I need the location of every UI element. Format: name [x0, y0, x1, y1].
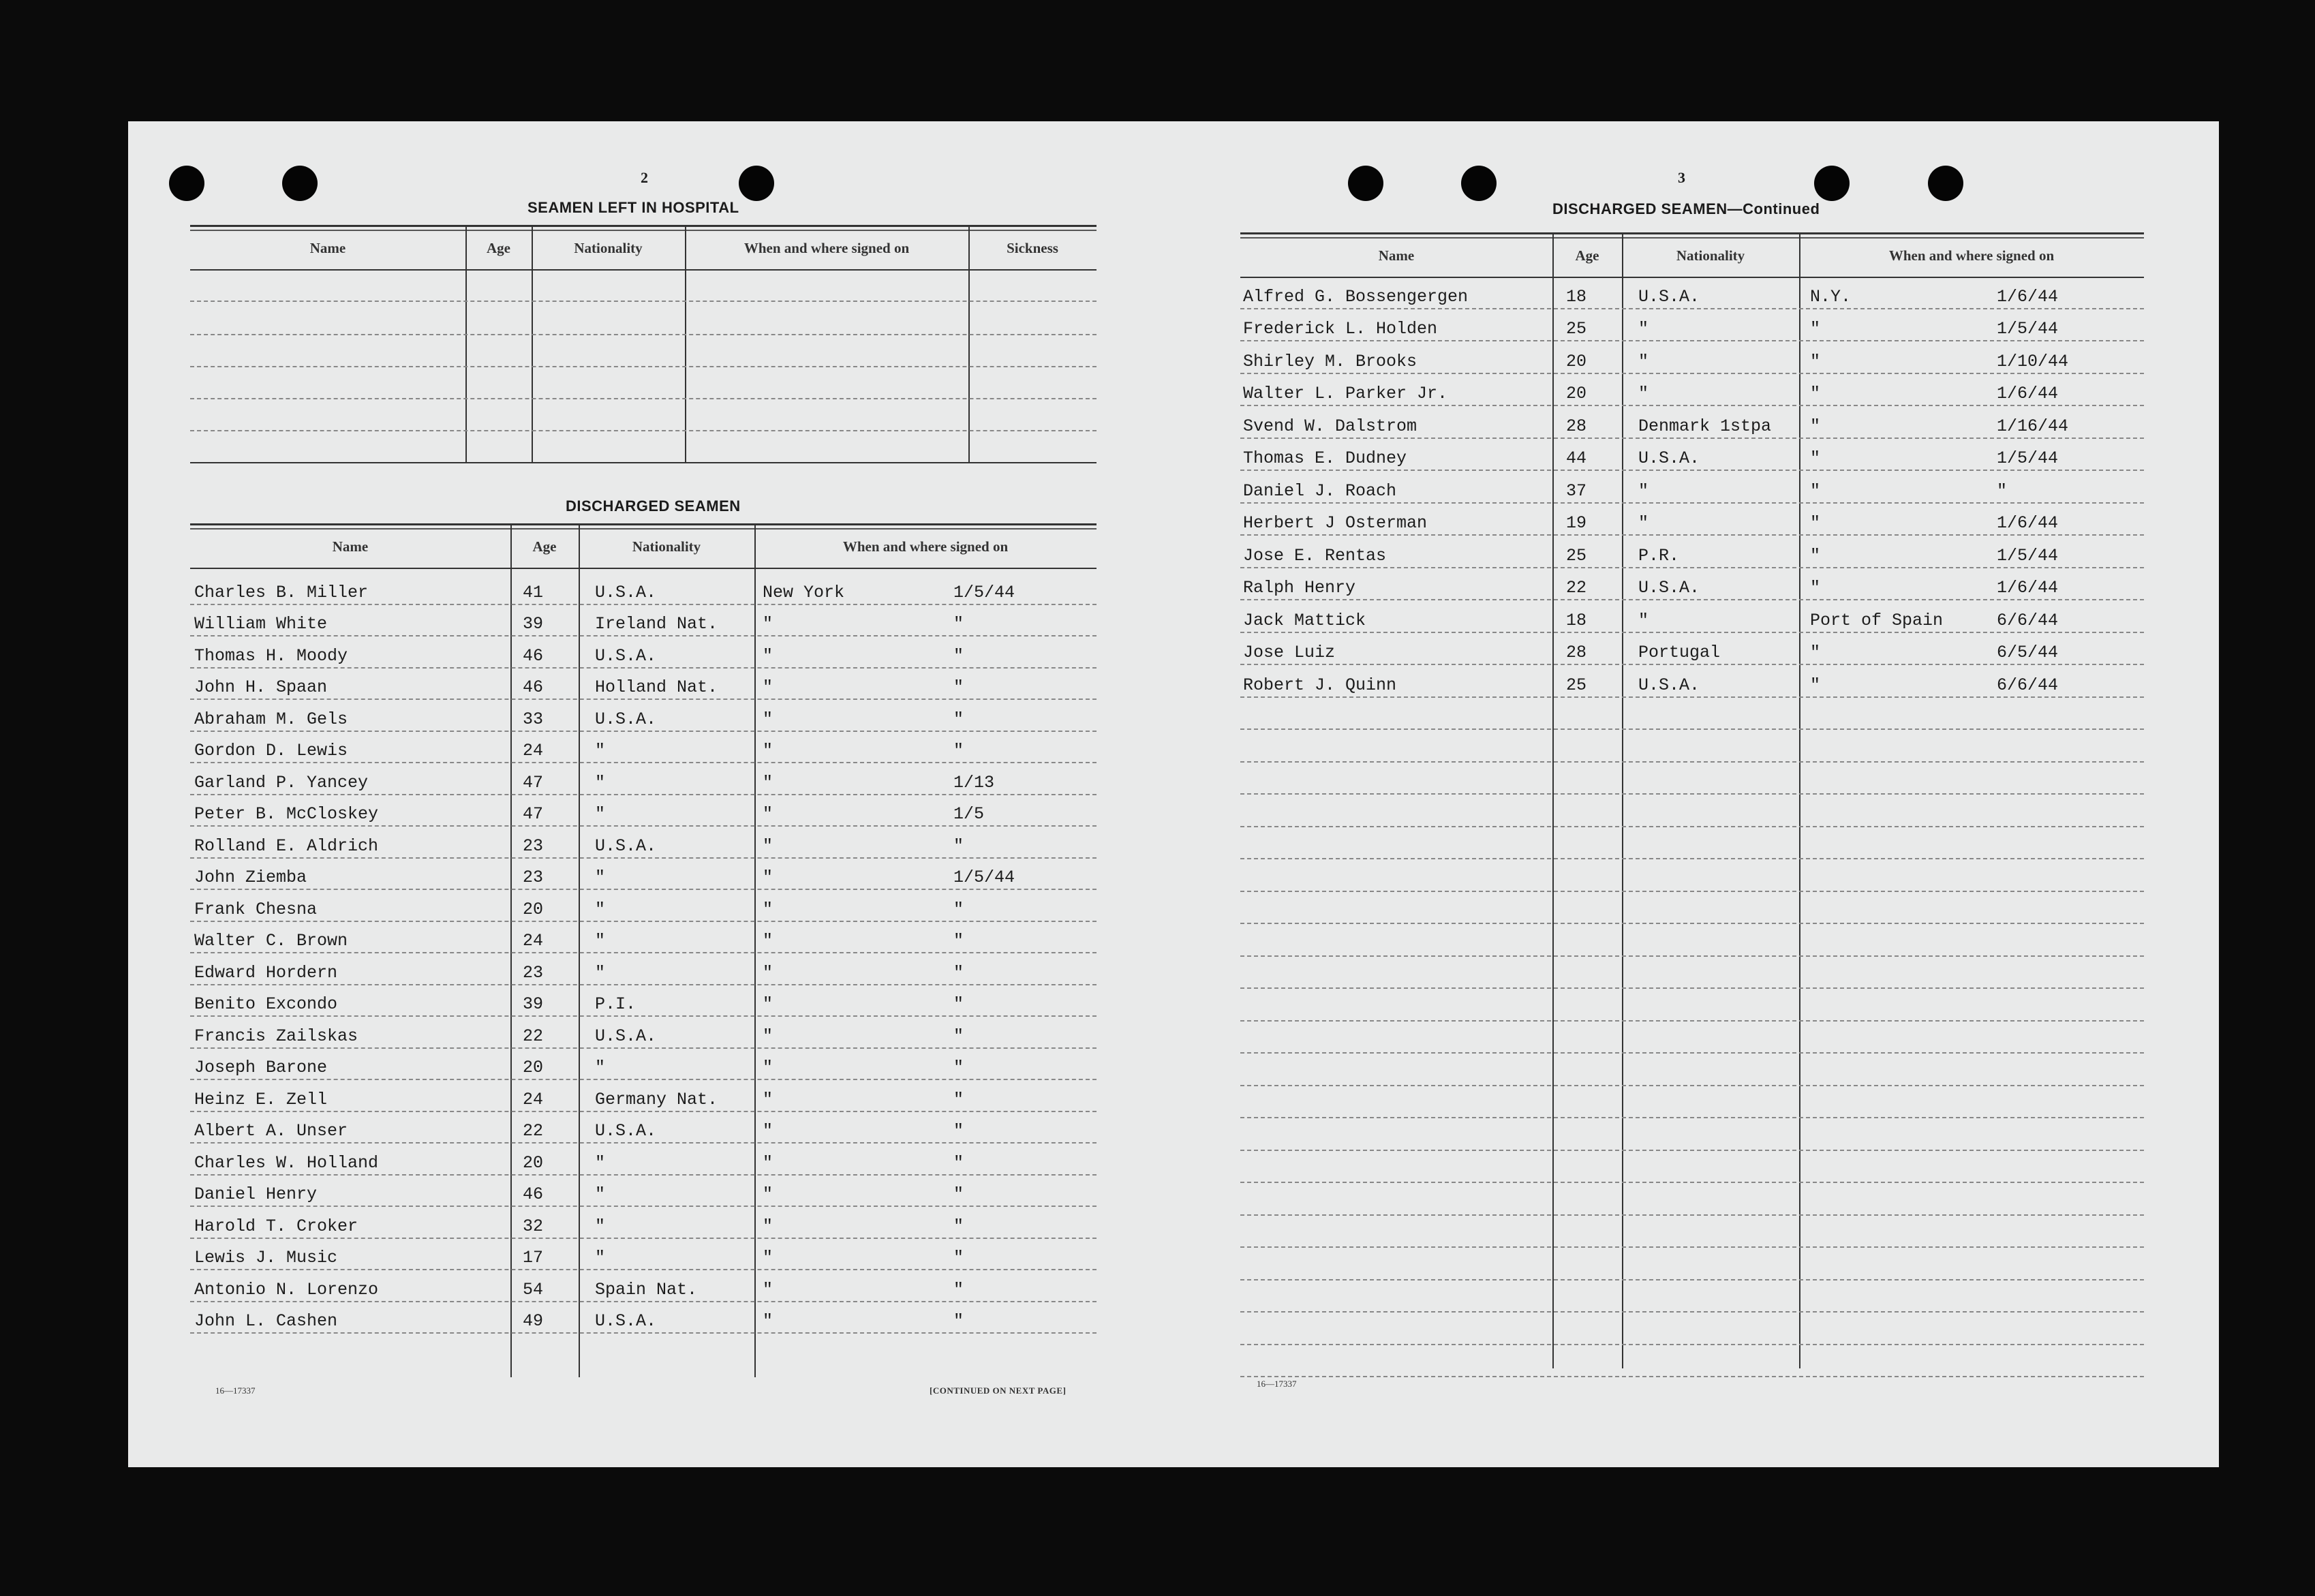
- table-row: [190, 762, 1097, 795]
- seaman-nationality: Portugal: [1638, 643, 1721, 662]
- seaman-nationality: ": [1638, 384, 1649, 403]
- signed-on-place: ": [1810, 578, 1821, 598]
- table-row: [190, 667, 1097, 701]
- empty-table-row: [1240, 1085, 2144, 1119]
- signed-on-place: ": [763, 677, 773, 697]
- table-row: [1240, 340, 2144, 374]
- signed-on-date: ": [953, 614, 964, 634]
- seaman-nationality: ": [595, 1058, 606, 1077]
- signed-on-date: ": [953, 931, 964, 951]
- seaman-name: John H. Spaan: [194, 677, 328, 697]
- empty-table-row: [1240, 923, 2144, 957]
- empty-table-row: [1240, 761, 2144, 795]
- hospital-section-title: SEAMEN LEFT IN HOSPITAL: [527, 199, 739, 216]
- seaman-age: 25: [1566, 545, 1587, 566]
- col-name-header: Name: [1378, 247, 1415, 264]
- signed-on-date: 1/16/44: [1997, 416, 2069, 436]
- col-signed-on-header: When and where signed on: [842, 538, 1009, 555]
- signed-on-date: 1/5/44: [953, 582, 1015, 602]
- table-row: [190, 699, 1097, 732]
- seaman-age: 39: [523, 994, 544, 1014]
- table-row: [1240, 502, 2144, 536]
- seaman-name: John Ziemba: [194, 868, 307, 887]
- table-row: [1240, 567, 2144, 601]
- signed-on-date: 1/5: [953, 804, 985, 824]
- table-row: [190, 889, 1097, 922]
- seaman-age: 24: [523, 1089, 544, 1109]
- signed-on-place: ": [1810, 351, 1821, 371]
- signed-on-place: ": [763, 1279, 773, 1300]
- seaman-name: William White: [194, 614, 328, 634]
- table-row: [190, 984, 1097, 1017]
- seaman-nationality: P.I.: [595, 994, 637, 1014]
- hospital-table-header: [190, 227, 1097, 271]
- form-number: 16—17337: [1257, 1379, 1297, 1389]
- col-nationality-header: Nationality: [632, 538, 701, 555]
- table-row: [190, 1269, 1097, 1302]
- table-row: [1240, 599, 2144, 633]
- hospital-empty-row: [190, 430, 1097, 431]
- seaman-nationality: U.S.A.: [595, 1311, 657, 1331]
- seaman-age: 18: [1566, 286, 1587, 307]
- seaman-name: Peter B. McCloskey: [194, 804, 379, 824]
- signed-on-date: 1/6/44: [1997, 286, 2059, 307]
- seaman-nationality: U.S.A.: [595, 709, 657, 729]
- col-signed-on-header: When and where signed on: [743, 239, 910, 256]
- signed-on-date: 6/6/44: [1997, 675, 2059, 695]
- seaman-age: 20: [523, 1058, 544, 1077]
- empty-table-row: [1240, 987, 2144, 1022]
- empty-table-row: [1240, 1020, 2144, 1054]
- signed-on-place: ": [1810, 675, 1821, 695]
- seaman-age: 47: [523, 804, 544, 824]
- signed-on-place: ": [763, 1216, 773, 1236]
- seaman-age: 22: [523, 1026, 544, 1046]
- empty-table-row: [1240, 1182, 2144, 1216]
- seaman-name: Alfred G. Bossengergen: [1243, 286, 1469, 307]
- table-row: [1240, 470, 2144, 504]
- signed-on-place: ": [1810, 448, 1821, 468]
- table-row: [190, 1174, 1097, 1208]
- signed-on-date: ": [953, 645, 964, 666]
- signed-on-date: ": [953, 709, 964, 729]
- signed-on-place: New York: [763, 582, 845, 602]
- seaman-age: 39: [523, 614, 544, 634]
- table-row: [190, 921, 1097, 954]
- signed-on-place: ": [763, 1121, 773, 1141]
- col-age-header: Age: [487, 239, 510, 256]
- table-row: [190, 952, 1097, 985]
- seaman-age: 23: [523, 835, 544, 856]
- signed-on-date: ": [953, 835, 964, 856]
- col-signed-on-header: When and where signed on: [1888, 247, 2055, 264]
- signed-on-date: 1/5/44: [953, 868, 1015, 887]
- empty-table-row: [1240, 1052, 2144, 1086]
- seaman-name: Garland P. Yancey: [194, 772, 369, 793]
- seaman-age: 22: [1566, 578, 1587, 598]
- seaman-nationality: ": [595, 804, 606, 824]
- hospital-empty-row: [190, 366, 1097, 367]
- seaman-name: Lewis J. Music: [194, 1248, 338, 1268]
- table-row: [190, 1301, 1097, 1334]
- seaman-age: 41: [523, 582, 544, 602]
- seaman-nationality: U.S.A.: [1638, 286, 1700, 307]
- document-spread: [128, 121, 2219, 1467]
- empty-table-row: [1240, 826, 2144, 860]
- col-nationality-header: Nationality: [574, 239, 643, 256]
- seaman-age: 28: [1566, 416, 1587, 436]
- seaman-age: 24: [523, 741, 544, 761]
- seaman-nationality: U.S.A.: [1638, 448, 1700, 468]
- seaman-nationality: Denmark 1stpa: [1638, 416, 1772, 436]
- signed-on-place: ": [763, 1089, 773, 1109]
- seaman-name: Jose E. Rentas: [1243, 545, 1387, 566]
- table-row: [1240, 405, 2144, 439]
- table-row: [1240, 438, 2144, 472]
- punch-hole: [1461, 166, 1497, 201]
- seaman-nationality: U.S.A.: [595, 1121, 657, 1141]
- punch-hole: [1928, 166, 1963, 201]
- table-row: [190, 1079, 1097, 1112]
- col-age-header: Age: [532, 538, 557, 555]
- empty-table-row: [1240, 1311, 2144, 1345]
- signed-on-date: ": [953, 962, 964, 983]
- seaman-age: 28: [1566, 643, 1587, 662]
- seaman-age: 20: [523, 1152, 544, 1173]
- seaman-age: 44: [1566, 448, 1587, 468]
- seaman-nationality: ": [1638, 610, 1649, 630]
- page-number: 3: [1678, 169, 1685, 186]
- signed-on-date: ": [953, 1279, 964, 1300]
- seaman-nationality: ": [595, 772, 606, 793]
- signed-on-date: ": [953, 1058, 964, 1077]
- seaman-nationality: U.S.A.: [1638, 675, 1700, 695]
- seaman-age: 46: [523, 1184, 544, 1204]
- seaman-name: Francis Zailskas: [194, 1026, 358, 1046]
- seaman-nationality: Ireland Nat.: [595, 614, 718, 634]
- table-row: [1240, 534, 2144, 568]
- seaman-nationality: Germany Nat.: [595, 1089, 718, 1109]
- signed-on-date: ": [953, 1248, 964, 1268]
- signed-on-date: ": [1997, 480, 2008, 501]
- signed-on-place: ": [763, 835, 773, 856]
- signed-on-place: ": [763, 614, 773, 634]
- signed-on-date: ": [953, 741, 964, 761]
- signed-on-place: ": [1810, 545, 1821, 566]
- seaman-name: Benito Excondo: [194, 994, 338, 1014]
- seaman-nationality: U.S.A.: [595, 835, 657, 856]
- signed-on-place: ": [763, 899, 773, 919]
- seaman-nationality: ": [595, 1152, 606, 1173]
- table-row: [190, 794, 1097, 827]
- seaman-nationality: ": [595, 1248, 606, 1268]
- signed-on-place: ": [763, 1058, 773, 1077]
- signed-on-date: 1/5/44: [1997, 448, 2059, 468]
- seaman-age: 19: [1566, 513, 1587, 533]
- seaman-age: 25: [1566, 675, 1587, 695]
- seaman-nationality: ": [1638, 351, 1649, 371]
- signed-on-place: ": [1810, 643, 1821, 662]
- col-sickness-header: Sickness: [1007, 239, 1058, 256]
- table-row: [190, 604, 1097, 637]
- signed-on-date: ": [953, 677, 964, 697]
- signed-on-place: ": [763, 1152, 773, 1173]
- signed-on-date: 1/6/44: [1997, 513, 2059, 533]
- signed-on-date: ": [953, 899, 964, 919]
- discharged-continued-title: DISCHARGED SEAMEN—Continued: [1552, 200, 1820, 217]
- seaman-name: Walter C. Brown: [194, 931, 348, 951]
- seaman-age: 24: [523, 931, 544, 951]
- empty-table-row: [1240, 1279, 2144, 1313]
- discharged-table-header: [190, 525, 1097, 569]
- signed-on-date: 1/10/44: [1997, 351, 2069, 371]
- seaman-age: 20: [523, 899, 544, 919]
- seaman-age: 17: [523, 1248, 544, 1268]
- signed-on-place: ": [763, 1311, 773, 1331]
- col-name-header: Name: [332, 538, 369, 555]
- seaman-name: Charles B. Miller: [194, 582, 369, 602]
- seaman-age: 46: [523, 677, 544, 697]
- discharged-table-header: [1240, 234, 2144, 278]
- signed-on-date: 1/5/44: [1997, 319, 2059, 339]
- signed-on-date: 1/5/44: [1997, 545, 2059, 566]
- seaman-name: Antonio N. Lorenzo: [194, 1279, 379, 1300]
- seaman-name: Daniel Henry: [194, 1184, 318, 1204]
- seaman-name: Gordon D. Lewis: [194, 741, 348, 761]
- seaman-age: 20: [1566, 384, 1587, 403]
- signed-on-date: ": [953, 994, 964, 1014]
- signed-on-place: ": [1810, 513, 1821, 533]
- seaman-name: Charles W. Holland: [194, 1152, 379, 1173]
- signed-on-place: ": [1810, 480, 1821, 501]
- seaman-nationality: ": [1638, 513, 1649, 533]
- seaman-name: Ralph Henry: [1243, 578, 1356, 598]
- seaman-age: 54: [523, 1279, 544, 1300]
- signed-on-place: N.Y.: [1810, 286, 1852, 307]
- punch-hole: [282, 166, 318, 201]
- seaman-name: Walter L. Parker Jr.: [1243, 384, 1448, 403]
- hospital-empty-row: [190, 334, 1097, 335]
- seaman-nationality: ": [595, 741, 606, 761]
- table-row: [190, 1238, 1097, 1271]
- signed-on-place: ": [763, 645, 773, 666]
- page-number: 2: [641, 169, 648, 186]
- seaman-name: Svend W. Dalstrom: [1243, 416, 1417, 436]
- right-page: [1174, 121, 2219, 1467]
- seaman-age: 23: [523, 868, 544, 887]
- seaman-name: Harold T. Croker: [194, 1216, 358, 1236]
- seaman-name: Edward Hordern: [194, 962, 338, 983]
- signed-on-date: ": [953, 1089, 964, 1109]
- signed-on-place: ": [763, 1026, 773, 1046]
- signed-on-date: ": [953, 1026, 964, 1046]
- seaman-name: Abraham M. Gels: [194, 709, 348, 729]
- seaman-name: Herbert J Osterman: [1243, 513, 1428, 533]
- seaman-name: Daniel J. Roach: [1243, 480, 1397, 501]
- seaman-nationality: U.S.A.: [595, 645, 657, 666]
- table-row: [190, 635, 1097, 669]
- col-name-header: Name: [309, 239, 346, 256]
- seaman-nationality: ": [595, 931, 606, 951]
- seaman-nationality: ": [1638, 319, 1649, 339]
- table-row: [190, 572, 1097, 605]
- signed-on-date: ": [953, 1216, 964, 1236]
- signed-on-place: ": [1810, 319, 1821, 339]
- table-row: [1240, 308, 2144, 342]
- left-page: [128, 121, 1174, 1467]
- discharged-section-title: DISCHARGED SEAMEN: [566, 497, 741, 515]
- seaman-nationality: ": [595, 868, 606, 887]
- seaman-name: Heinz E. Zell: [194, 1089, 328, 1109]
- empty-table-row: [1240, 1214, 2144, 1248]
- empty-table-row: [1240, 1344, 2144, 1378]
- seaman-nationality: U.S.A.: [1638, 578, 1700, 598]
- signed-on-place: ": [1810, 384, 1821, 403]
- seaman-name: Albert A. Unser: [194, 1121, 348, 1141]
- signed-on-place: ": [763, 709, 773, 729]
- seaman-age: 22: [523, 1121, 544, 1141]
- seaman-nationality: ": [595, 1184, 606, 1204]
- seaman-name: Joseph Barone: [194, 1058, 328, 1077]
- signed-on-date: ": [953, 1152, 964, 1173]
- table-row: [190, 1206, 1097, 1239]
- signed-on-date: 1/6/44: [1997, 384, 2059, 403]
- signed-on-date: 6/6/44: [1997, 610, 2059, 630]
- seaman-name: Jack Mattick: [1243, 610, 1366, 630]
- seaman-name: Shirley M. Brooks: [1243, 351, 1417, 371]
- table-row: [190, 825, 1097, 859]
- seaman-name: Thomas H. Moody: [194, 645, 348, 666]
- empty-table-row: [1240, 728, 2144, 763]
- table-row: [1240, 275, 2144, 309]
- seaman-name: Robert J. Quinn: [1243, 675, 1397, 695]
- seaman-age: 47: [523, 772, 544, 793]
- seaman-age: 32: [523, 1216, 544, 1236]
- empty-table-row: [1240, 1246, 2144, 1280]
- empty-table-row: [1240, 696, 2144, 731]
- continued-note: [CONTINUED ON NEXT PAGE]: [930, 1385, 1067, 1396]
- empty-table-row: [1240, 1150, 2144, 1184]
- seaman-age: 25: [1566, 319, 1587, 339]
- table-row: [1240, 373, 2144, 407]
- signed-on-place: ": [763, 772, 773, 793]
- hospital-empty-row: [190, 398, 1097, 399]
- seaman-nationality: Spain Nat.: [595, 1279, 698, 1300]
- table-row: [1240, 664, 2144, 698]
- table-row: [190, 1047, 1097, 1081]
- seaman-age: 37: [1566, 480, 1587, 501]
- seaman-nationality: ": [595, 962, 606, 983]
- discharged-table-right: [1240, 232, 2144, 1359]
- seaman-age: 46: [523, 645, 544, 666]
- punch-hole: [169, 166, 204, 201]
- empty-table-row: [1240, 858, 2144, 892]
- seaman-name: Frederick L. Holden: [1243, 319, 1438, 339]
- seaman-name: Thomas E. Dudney: [1243, 448, 1407, 468]
- signed-on-date: 6/5/44: [1997, 643, 2059, 662]
- seaman-name: Frank Chesna: [194, 899, 318, 919]
- discharged-table-left: [190, 523, 1097, 1500]
- table-row: [190, 857, 1097, 891]
- seaman-age: 33: [523, 709, 544, 729]
- signed-on-place: ": [763, 804, 773, 824]
- signed-on-place: ": [763, 962, 773, 983]
- seaman-name: Rolland E. Aldrich: [194, 835, 379, 856]
- seaman-nationality: U.S.A.: [595, 1026, 657, 1046]
- table-row: [190, 731, 1097, 764]
- seaman-nationality: P.R.: [1638, 545, 1680, 566]
- punch-hole: [739, 166, 774, 201]
- hospital-empty-row: [190, 301, 1097, 302]
- table-row: [190, 1015, 1097, 1049]
- signed-on-place: ": [1810, 416, 1821, 436]
- form-number: 16—17337: [215, 1385, 256, 1396]
- seaman-nationality: ": [595, 1216, 606, 1236]
- signed-on-place: ": [763, 1248, 773, 1268]
- empty-table-row: [1240, 793, 2144, 827]
- empty-table-row: [1240, 891, 2144, 925]
- seaman-nationality: ": [1638, 480, 1649, 501]
- table-row: [1240, 632, 2144, 666]
- signed-on-place: ": [763, 931, 773, 951]
- signed-on-place: ": [763, 1184, 773, 1204]
- col-nationality-header: Nationality: [1676, 247, 1745, 264]
- signed-on-date: ": [953, 1311, 964, 1331]
- seaman-nationality: U.S.A.: [595, 582, 657, 602]
- empty-table-row: [1240, 1117, 2144, 1151]
- signed-on-date: 1/6/44: [1997, 578, 2059, 598]
- signed-on-place: ": [763, 868, 773, 887]
- seaman-nationality: Holland Nat.: [595, 677, 718, 697]
- empty-table-row: [1240, 955, 2144, 989]
- signed-on-date: 1/13: [953, 772, 995, 793]
- table-row: [190, 1142, 1097, 1176]
- seaman-name: Jose Luiz: [1243, 643, 1336, 662]
- punch-hole: [1348, 166, 1383, 201]
- signed-on-date: ": [953, 1121, 964, 1141]
- seaman-age: 18: [1566, 610, 1587, 630]
- seaman-age: 23: [523, 962, 544, 983]
- seaman-age: 49: [523, 1311, 544, 1331]
- seaman-age: 20: [1566, 351, 1587, 371]
- signed-on-place: Port of Spain: [1810, 610, 1944, 630]
- signed-on-place: ": [763, 741, 773, 761]
- col-age-header: Age: [1575, 247, 1599, 264]
- seaman-name: John L. Cashen: [194, 1311, 338, 1331]
- signed-on-date: ": [953, 1184, 964, 1204]
- seaman-nationality: ": [595, 899, 606, 919]
- signed-on-place: ": [763, 994, 773, 1014]
- punch-hole: [1814, 166, 1850, 201]
- table-row: [190, 1111, 1097, 1144]
